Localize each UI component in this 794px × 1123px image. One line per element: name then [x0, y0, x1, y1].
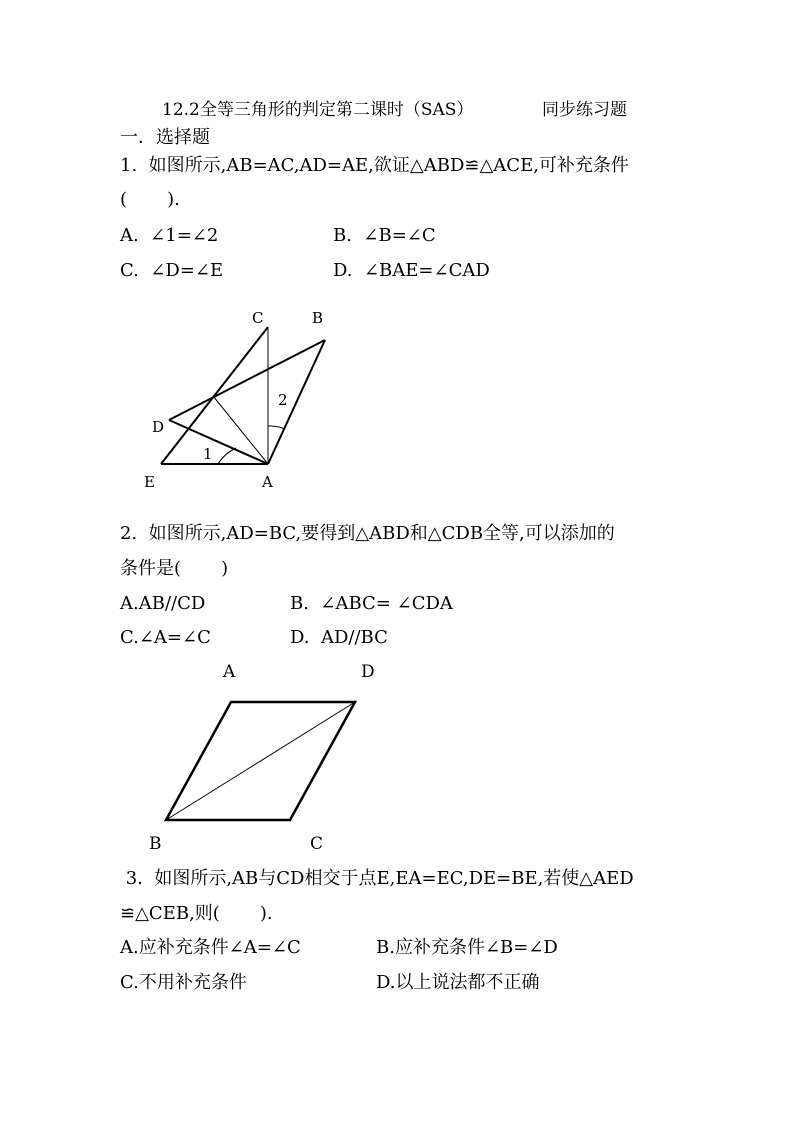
q1-option-d: D. ∠BAE=∠CAD	[333, 260, 490, 281]
q1-label-a: A	[262, 473, 273, 491]
q1-label-c: C	[252, 309, 264, 327]
q2-label-a: A	[223, 662, 236, 682]
q2-option-b: B. ∠ABC= ∠CDA	[290, 593, 453, 614]
q2-label-c: C	[310, 834, 324, 854]
segment-da	[169, 420, 268, 464]
diagonal-bd	[166, 702, 355, 820]
q2-option-a: A.AB//CD	[120, 593, 206, 614]
q2-option-d: D. AD//BC	[290, 627, 388, 648]
q1-label-e: E	[144, 473, 155, 491]
q3-option-b: B.应补充条件∠B=∠D	[376, 937, 558, 958]
q1-stem-line1: 1. 如图所示,AB=AC,AD=AE,欲证△ABD≌△ACE,可补充条件	[120, 155, 629, 176]
q3-option-c: C.不用补充条件	[120, 972, 247, 993]
q3-option-a: A.应补充条件∠A=∠C	[120, 937, 301, 958]
q3-option-d: D.以上说法都不正确	[376, 972, 540, 993]
segment-inner-a	[213, 396, 268, 464]
q1-label-angle1: 1	[203, 445, 213, 463]
page-title-suffix: 同步练习题	[542, 100, 627, 120]
q1-stem-line2: ( ).	[120, 189, 180, 210]
page-title: 12.2全等三角形的判定第二课时（SAS）	[162, 100, 474, 120]
section-heading: 一．选择题	[120, 127, 210, 148]
q2-option-c: C.∠A=∠C	[120, 627, 211, 648]
segment-db	[169, 340, 325, 420]
segment-ba	[268, 340, 325, 464]
angle-1-arc	[218, 448, 236, 464]
q2-stem-line2: 条件是( )	[120, 558, 229, 579]
q1-label-d: D	[152, 418, 165, 436]
q1-option-c: C. ∠D=∠E	[120, 260, 224, 281]
q1-label-angle2: 2	[278, 391, 288, 409]
q3-stem-line1: 3. 如图所示,AB与CD相交于点E,EA=EC,DE=BE,若使△AED	[120, 868, 634, 889]
q2-label-d: D	[361, 662, 375, 682]
q1-option-b: B. ∠B=∠C	[333, 225, 436, 246]
q2-figure	[166, 702, 355, 820]
q3-stem-line2: ≌△CEB,则( ).	[120, 903, 273, 924]
q2-label-b: B	[149, 834, 162, 854]
q1-figure	[161, 327, 325, 464]
angle-2-arc	[268, 426, 285, 429]
q2-stem-line1: 2. 如图所示,AD=BC,要得到△ABD和△CDB全等,可以添加的	[120, 523, 615, 544]
q1-label-b: B	[312, 309, 324, 327]
q1-option-a: A. ∠1=∠2	[120, 225, 219, 246]
